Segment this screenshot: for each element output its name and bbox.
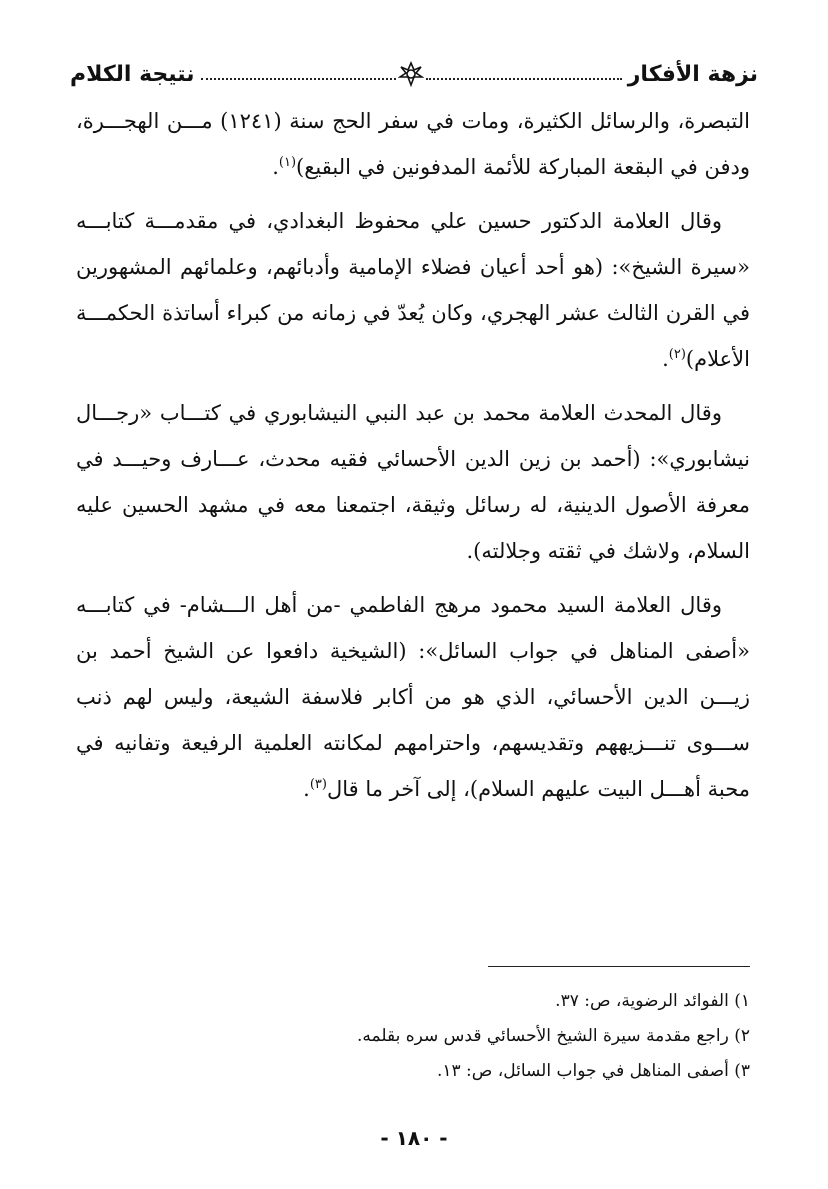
main-text (76, 98, 750, 820)
footnote-ref-3: (٣) (309, 777, 327, 792)
page-number: - ١٨٠ - (380, 1126, 448, 1150)
footnote-2: ٢) راجع مقدمة سيرة الشيخ الأحسائي قدس سره بقلمه. (357, 1026, 750, 1046)
paragraph-4: وقال العلامة السيد محمود مرهج الفاطمي -من أهل الـــشام- في كتابـــه «أصفى المناهل في جواب السائل»: (الشيخية دافعوا عن الشيخ أحمد بن زيـــن الدين الأحسائي، الذي هو من أكابر فلاسفة الشيعة، وليس لهم ذنب ســـوى تنـــزيههم وتقديسهم، واحترامهم لمكانته العلمية الرفيعة وتفانيه في محبة أهـــل البيت عليهم السلام)، إلى آخر ما قال$^{(٣)}$. (76, 593, 750, 801)
footnote-1: ١) الفوائد الرضوية، ص: ٣٧. (555, 991, 750, 1011)
footnote-ref-1: (١) (278, 155, 297, 170)
footnote-divider (488, 966, 750, 967)
paragraph-3: وقال المحدث العلامة محمد بن عبد النبي النيشابوري في كتـــاب «رجـــال نيشابوري»: (أحمد بن زين الدين الأحسائي فقيه محدث، عـــارف وحيـــد في معرفة الأصول الدينية، له رسائل وثيقة، اجتمعنا معه في مشهد الحسين عليه السلام، ولاشك في ثقته وجلالته). (76, 401, 750, 563)
footnote-ref-2: (٢) (668, 347, 686, 362)
running-header (70, 56, 758, 92)
header-dots-right (426, 78, 622, 80)
paragraph-2: وقال العلامة الدكتور حسين علي محفوظ البغدادي، في مقدمـــة كتابـــه «سيرة الشيخ»: (هو أحد أعيان فضلاء الإمامية وأدبائهم، وعلمائهم المشهورين في القرن الثالث عشر الهجري، وكان يُعدّ في زمانه من كبراء أساتذة الحكمـــة الأعلام)$^{(٢)}$. (76, 209, 750, 371)
header-right-title: نزهة الأفكار (627, 61, 759, 87)
paragraph-1: التبصرة، والرسائل الكثيرة، ومات في سفر الحج سنة (١٢٤١) مـــن الهجـــرة، ودفن في البقعة المباركة للأئمة المدفونين في البقيع)$^{(١)}$. (76, 109, 750, 179)
footnote-3: ٣) أصفى المناهل في جواب السائل، ص: ١٣. (436, 1061, 750, 1081)
header-dots-left (201, 78, 397, 80)
flower-ornament-icon (396, 59, 426, 89)
footnotes (160, 984, 750, 1089)
header-left-title: نتيجة الكلام (70, 61, 195, 87)
